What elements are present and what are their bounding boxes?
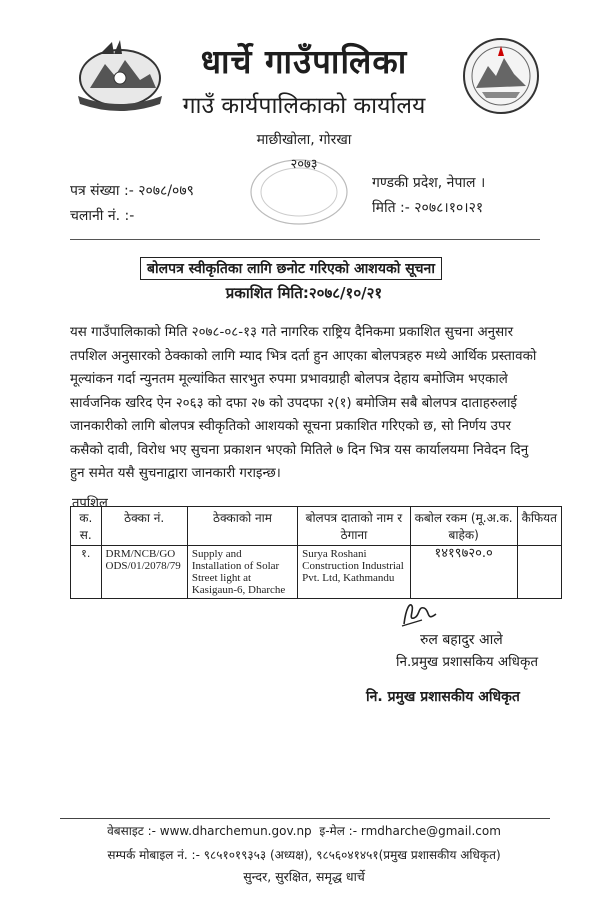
col-header-bidder: बोलपत्र दाताको नाम र ठेगाना xyxy=(298,507,411,546)
letter-number xyxy=(70,181,194,200)
cell-amount: १४१९७२०.० xyxy=(410,546,517,599)
email-label: इ-मेल :- xyxy=(319,824,358,838)
phone-label: सम्पर्क मोबाइल नं. :- xyxy=(107,848,200,862)
notice-body-line: सार्वजनिक खरिद ऐन २०६३ को दफा २७ को उपदफा २(१) बमोजिम सबै बोलपत्र दाताहरुलाई xyxy=(70,395,518,411)
footer-contact-web xyxy=(0,822,608,839)
schedule-label: तपशिल xyxy=(72,496,108,511)
cell-remarks xyxy=(517,546,561,599)
website-label: वेबसाइट :- xyxy=(107,824,156,838)
notice-title: बोलपत्र स्वीकृतिका लागि छनोट गरिएको आशयको सूचना xyxy=(140,257,442,280)
cell-bidder: Surya Roshani Construction Industrial Pvt. Ltd, Kathmandu xyxy=(298,546,411,599)
phone-cao: ९८५६०४१४५१(प्रमुख प्रशासकीय अधिकृत) xyxy=(316,848,501,862)
letter-number-value: २०७८/०७९ xyxy=(138,183,194,199)
col-header-sn: क. स. xyxy=(71,507,102,546)
notice-body-line: यस गाउँपालिकाको मिति २०७८-०८-१३ गते नागरिक राष्ट्रिय दैनिकमा प्रकाशित सुचना अनुसार xyxy=(70,325,514,340)
notice-body-line: कसैको दावी, विरोध भए सुचना प्रकाशन भएको मितिले ७ दिन भित्र यस कार्यालयमा निवेदन दिनु xyxy=(70,442,529,458)
published-label: प्रकाशित मिति: xyxy=(225,284,309,302)
table-row xyxy=(71,546,562,599)
cell-contract-name: Supply and Installation of Solar Street light at Kasigaun-6, Dharche xyxy=(187,546,297,599)
table-header-row xyxy=(71,507,562,546)
date-label: मिति :- xyxy=(372,200,410,216)
designation-stamp: नि. प्रमुख प्रशासकीय अधिकृत xyxy=(366,689,520,705)
footer-divider xyxy=(60,818,550,819)
footer-slogan: सुन्दर, सुरक्षित, समृद्ध धार्चे xyxy=(243,869,365,884)
footer-contact-phone xyxy=(0,846,608,863)
col-header-contract-no: ठेक्का नं. xyxy=(101,507,187,546)
office-address: माछीखोला, गोरखा xyxy=(256,132,352,148)
schedule-table xyxy=(70,506,562,599)
cell-contract-no: DRM/NCB/GOODS/01/2078/79 xyxy=(101,546,187,599)
col-header-amount: कबोल रकम (मू.अ.क. बाहेक) xyxy=(410,507,517,546)
office-subtitle: गाउँ कार्यपालिकाको कार्यालय xyxy=(182,93,426,119)
col-header-remarks: कैफियत xyxy=(517,507,561,546)
header-divider xyxy=(70,239,540,240)
col-header-contract-name: ठेक्काको नाम xyxy=(187,507,297,546)
notice-body-line: जानकारीको लागि बोलपत्र स्वीकृतिको आशयको सूचना प्रकाशित गरिएको छ, सो निर्णय उपर xyxy=(70,419,512,434)
document-date xyxy=(372,198,483,217)
notice-body xyxy=(70,321,548,486)
email-link[interactable]: rmdharche@gmail.com xyxy=(360,824,501,838)
notice-body-line: हुन समेत यसै सुचनाद्वारा जानकारी गराइन्छ। xyxy=(70,466,281,481)
dispatch-number xyxy=(70,206,134,225)
handwritten-signature xyxy=(400,598,440,628)
letter-number-label: पत्र संख्या :- xyxy=(70,183,134,199)
website-link[interactable]: www.dharchemun.gov.np xyxy=(159,824,312,838)
published-value: २०७८/१०/२१ xyxy=(308,284,383,302)
date-value: २०७८।१०।२१ xyxy=(414,200,484,216)
notice-body-line: मूल्यांकन गर्दा न्युनतम मूल्यांकित सारभुत रुपमा प्रभावग्राही बोलपत्र देहाय बमोजिम भएकाले xyxy=(70,372,508,387)
notice-body-line: तपशिल अनुसारको ठेक्काको लागि म्याद भित्र दर्ता हुन आएका बोलपत्रहरु मध्ये आर्थिक प्रस्तावको xyxy=(70,348,537,364)
published-date xyxy=(0,283,608,303)
signer-name: रुल बहादुर आले xyxy=(420,632,503,648)
dispatch-number-label: चलानी नं. :- xyxy=(70,208,135,224)
municipality-title: धार्चे गाउँपालिका xyxy=(200,42,408,81)
signer-title: नि.प्रमुख प्रशासकिय अधिकृत xyxy=(396,654,539,670)
stamp-year: २०७३ xyxy=(290,157,318,172)
phone-chair: ९८५१०१९३५३ (अध्यक्ष), xyxy=(203,848,313,862)
cell-sn: १. xyxy=(71,546,102,599)
province-line: गण्डकी प्रदेश, नेपाल । xyxy=(372,175,486,191)
